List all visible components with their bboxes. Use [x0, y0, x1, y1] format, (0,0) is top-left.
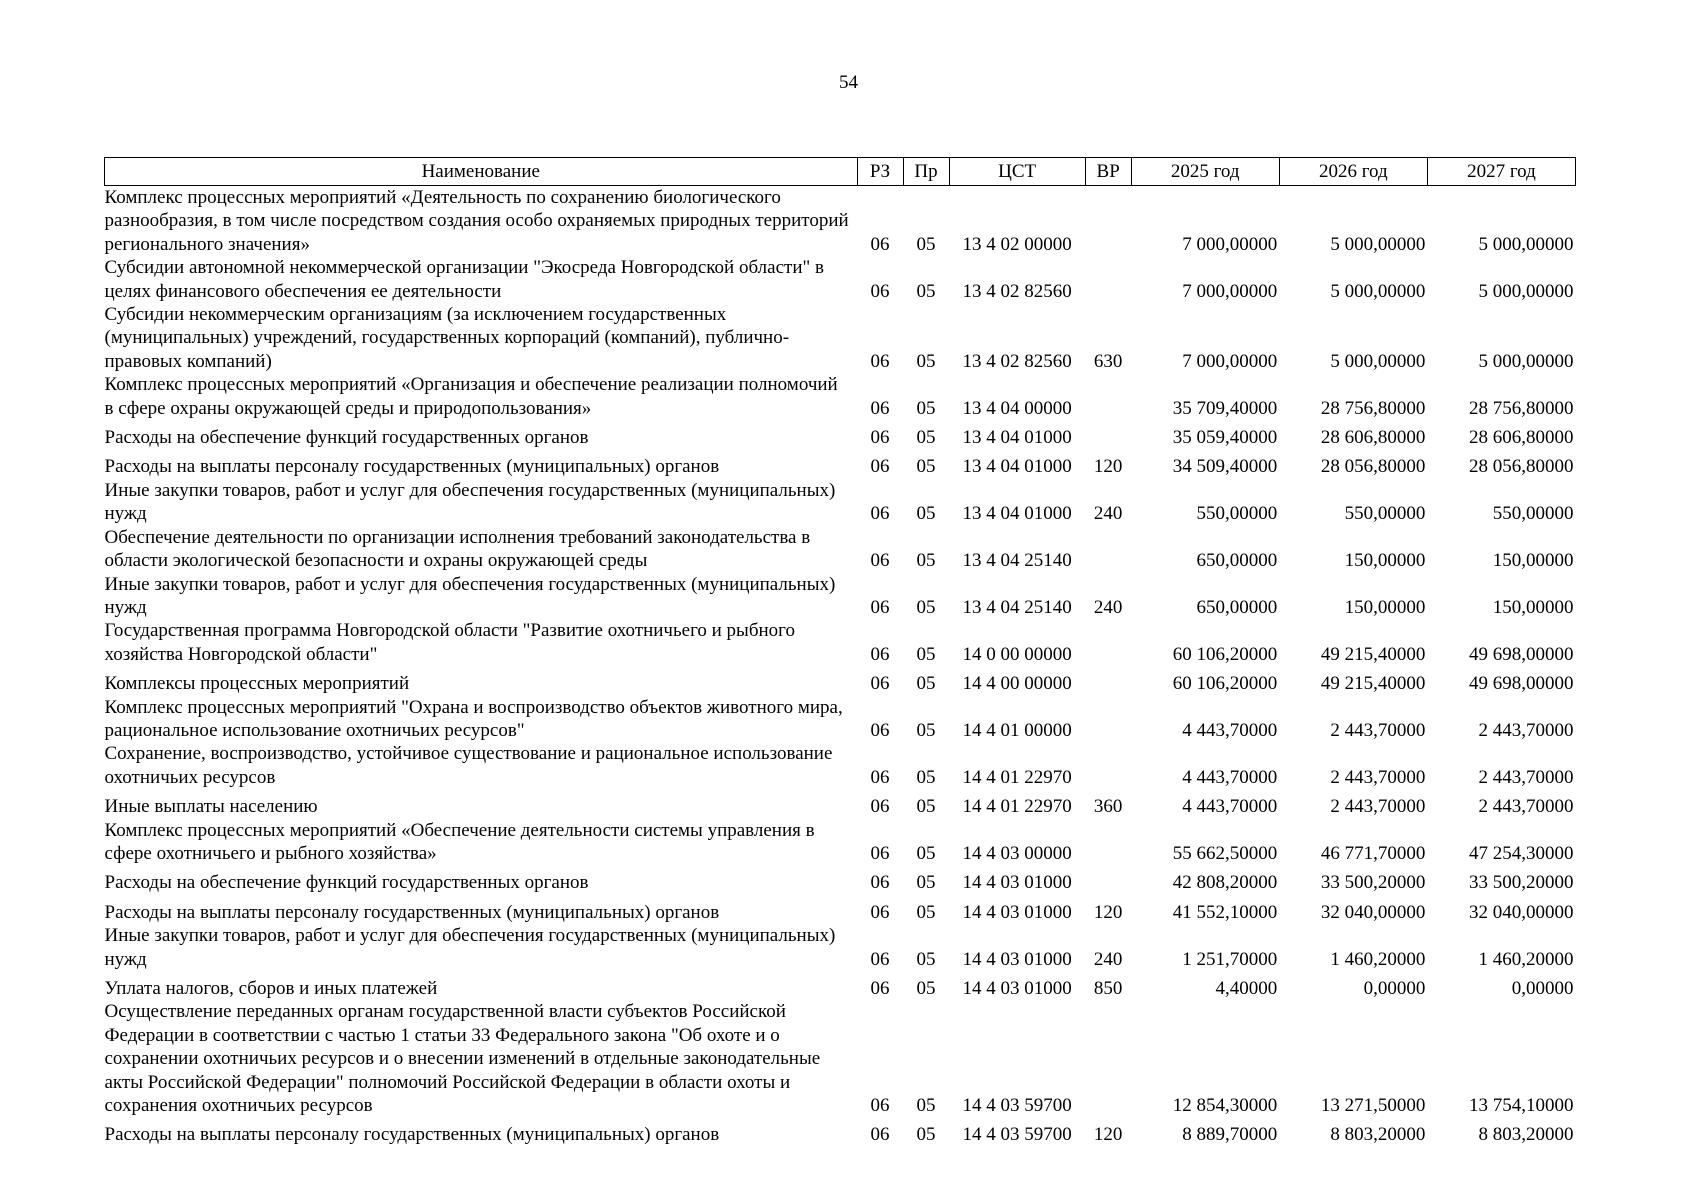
cell-2027: 49 698,00000: [1469, 643, 1574, 665]
cell-pr: 05: [916, 719, 936, 741]
cell-2027: 150,00000: [1492, 596, 1574, 618]
budget-table: [104, 157, 1576, 1147]
cell-2026: 2 443,70000: [1330, 766, 1426, 788]
cell-rz: 06: [870, 948, 890, 970]
cell-cst: 14 4 03 59700: [962, 1095, 1072, 1117]
header-cst: ЦСТ: [949, 158, 1085, 186]
cell-rz: 06: [870, 872, 890, 894]
cell-pr: 05: [916, 1124, 936, 1146]
cell-2027: 5 000,00000: [1478, 350, 1574, 372]
cell-2027: 28 056,80000: [1469, 456, 1574, 478]
cell-2025: 55 662,50000: [1172, 842, 1278, 864]
cell-2026: 550,00000: [1344, 503, 1426, 525]
cell-2027: 8 803,20000: [1478, 1124, 1574, 1146]
cell-pr: 05: [916, 766, 936, 788]
table-row: [105, 819, 1576, 866]
table-row: [105, 526, 1576, 573]
cell-vr: [1085, 256, 1131, 303]
page-number: 54: [839, 72, 858, 93]
cell-cst: 13 4 04 01000: [962, 456, 1072, 478]
cell-2026: 49 215,40000: [1320, 673, 1426, 695]
table-row: [105, 895, 1576, 924]
cell-2026: 5 000,00000: [1330, 233, 1426, 255]
cell-cst: 14 4 01 00000: [962, 719, 1072, 741]
cell-pr: 05: [916, 1095, 936, 1117]
cell-rz: 06: [870, 719, 890, 741]
header-pr: Пр: [903, 158, 949, 186]
cell-2025: 12 854,30000: [1172, 1095, 1278, 1117]
cell-vr: [1085, 742, 1131, 789]
cell-name: Субсидии автономной некоммерческой организации "Экосреда Новгородской области" в целях финансового обеспечения ее деятельности: [104, 257, 824, 302]
cell-vr: [1085, 619, 1131, 666]
cell-name: Комплекс процессных мероприятий "Охрана и воспроизводство объектов животного мира, рациональное использование охотничьих ресурсов": [104, 696, 843, 741]
cell-cst: 14 4 03 00000: [962, 842, 1072, 864]
cell-name: Комплекс процессных мероприятий «Организация и обеспечение реализации полномочий в сфере охраны окружающей среды и природопользования»: [104, 374, 838, 419]
cell-name: Осуществление переданных органам государственной власти субъектов Российской Федерации в соответствии с частью 1 статьи 33 Федерального закона "Об охоте и о сохранении охотничьих ресурсов и о внесении изменений в отдельные законодательные акты Российской Федерации" полномочий Российской Федерации в области охоты и сохранения охотничьих ресурсов: [104, 1001, 821, 1117]
cell-2027: 2 443,70000: [1478, 766, 1574, 788]
cell-rz: 06: [870, 280, 890, 302]
header-vr: ВР: [1085, 158, 1131, 186]
table-row: [105, 789, 1576, 818]
cell-2026: 33 500,20000: [1320, 872, 1426, 894]
cell-cst: 14 4 01 22970: [962, 766, 1072, 788]
cell-2026: 13 271,50000: [1320, 1095, 1426, 1117]
cell-2027: 47 254,30000: [1469, 842, 1574, 864]
header-2027: 2027 год: [1427, 158, 1575, 186]
cell-cst: 14 4 03 01000: [962, 978, 1072, 999]
cell-2025: 7 000,00000: [1182, 350, 1278, 372]
cell-vr: [1085, 696, 1131, 743]
cell-2026: 32 040,00000: [1320, 901, 1426, 923]
cell-2026: 8 803,20000: [1330, 1124, 1426, 1146]
cell-pr: 05: [916, 948, 936, 970]
cell-2027: 5 000,00000: [1478, 233, 1574, 255]
cell-2026: 0,00000: [1363, 978, 1426, 999]
table-row: [105, 742, 1576, 789]
cell-name: Комплекс процессных мероприятий «Деятельность по сохранению биологического разнообразия, в том числе посредством создания особо охраняемых природных территорий регионального значения»: [104, 187, 849, 255]
cell-rz: 06: [870, 1124, 890, 1146]
cell-name: Субсидии некоммерческим организациям (за исключением государственных (муниципальных) учреждений, государственных корпораций (компаний), публично-правовых компаний): [104, 304, 790, 372]
cell-pr: 05: [916, 796, 936, 818]
cell-pr: 05: [916, 397, 936, 419]
cell-vr: [1085, 420, 1131, 449]
cell-pr: 05: [916, 872, 936, 894]
cell-name: Государственная программа Новгородской области "Развитие охотничьего и рыбного хозяйства Новгородской области": [104, 620, 795, 665]
cell-2026: 46 771,70000: [1320, 842, 1426, 864]
cell-cst: 14 4 03 01000: [962, 872, 1072, 894]
cell-2027: 0,00000: [1511, 978, 1574, 999]
cell-2025: 41 552,10000: [1172, 901, 1278, 923]
cell-rz: 06: [870, 456, 890, 478]
cell-2025: 60 106,20000: [1172, 673, 1278, 695]
cell-pr: 05: [916, 842, 936, 864]
cell-2027: 2 443,70000: [1478, 796, 1574, 818]
cell-rz: 06: [870, 796, 890, 818]
cell-2027: 13 754,10000: [1469, 1095, 1574, 1117]
cell-pr: 05: [916, 901, 936, 923]
cell-cst: 14 0 00 00000: [962, 643, 1072, 665]
cell-2027: 1 460,20000: [1478, 948, 1574, 970]
table-row: [105, 573, 1576, 620]
budget-table-container: [104, 157, 1576, 1147]
table-row: [105, 479, 1576, 526]
table-body: [105, 186, 1576, 1147]
cell-rz: 06: [870, 233, 890, 255]
table-row: [105, 1117, 1576, 1146]
cell-2025: 35 709,40000: [1172, 397, 1278, 419]
cell-cst: 14 4 03 01000: [962, 901, 1072, 923]
cell-pr: 05: [916, 456, 936, 478]
cell-cst: 14 4 03 01000: [962, 948, 1072, 970]
cell-cst: 14 4 01 22970: [962, 796, 1072, 818]
cell-2026: 150,00000: [1344, 550, 1426, 572]
cell-vr: [1085, 186, 1131, 257]
table-row: [105, 666, 1576, 695]
cell-rz: 06: [870, 643, 890, 665]
cell-2027: 5 000,00000: [1478, 280, 1574, 302]
cell-pr: 05: [916, 673, 936, 695]
table-row: [105, 1000, 1576, 1117]
cell-cst: 13 4 04 25140: [962, 550, 1072, 572]
cell-2025: 1 251,70000: [1182, 948, 1278, 970]
header-2026: 2026 год: [1279, 158, 1427, 186]
cell-2026: 28 756,80000: [1320, 397, 1426, 419]
cell-name: Расходы на выплаты персоналу государственных (муниципальных) органов: [104, 901, 720, 923]
cell-cst: 13 4 02 00000: [962, 233, 1072, 255]
cell-pr: 05: [916, 233, 936, 255]
cell-2027: 28 756,80000: [1469, 397, 1574, 419]
cell-vr: 240: [1093, 948, 1123, 970]
cell-rz: 06: [870, 427, 890, 449]
cell-vr: 240: [1093, 503, 1123, 525]
cell-name: Иные закупки товаров, работ и услуг для обеспечения государственных (муниципальных) нужд: [104, 573, 836, 618]
cell-vr: [1085, 526, 1131, 573]
table-row: [105, 420, 1576, 449]
cell-2025: 7 000,00000: [1182, 233, 1278, 255]
cell-2027: 32 040,00000: [1469, 901, 1574, 923]
cell-name: Расходы на обеспечение функций государственных органов: [104, 427, 589, 449]
cell-2025: 650,00000: [1196, 596, 1278, 618]
cell-cst: 13 4 04 00000: [962, 397, 1072, 419]
cell-rz: 06: [870, 503, 890, 525]
cell-cst: 13 4 04 25140: [962, 596, 1072, 618]
cell-2026: 1 460,20000: [1330, 948, 1426, 970]
cell-vr: 850: [1093, 978, 1123, 999]
cell-2027: 150,00000: [1492, 550, 1574, 572]
cell-2025: 550,00000: [1196, 503, 1278, 525]
cell-cst: 13 4 04 01000: [962, 503, 1072, 525]
cell-pr: 05: [916, 503, 936, 525]
cell-name: Обеспечение деятельности по организации исполнения требований законодательства в области экологической безопасности и охраны окружающей среды: [104, 526, 811, 572]
header-rz: РЗ: [857, 158, 903, 186]
header-name: Наименование: [105, 158, 858, 186]
cell-pr: 05: [916, 643, 936, 665]
cell-2025: 4 443,70000: [1182, 766, 1278, 788]
cell-cst: 13 4 02 82560: [962, 350, 1072, 372]
cell-2025: 7 000,00000: [1182, 280, 1278, 302]
cell-2025: 4,40000: [1215, 978, 1278, 999]
cell-2025: 4 443,70000: [1182, 796, 1278, 818]
cell-vr: [1085, 819, 1131, 866]
cell-rz: 06: [870, 901, 890, 923]
cell-name: Расходы на обеспечение функций государственных органов: [104, 872, 589, 894]
cell-rz: 06: [870, 766, 890, 788]
cell-2025: 42 808,20000: [1172, 872, 1278, 894]
table-row: [105, 256, 1576, 303]
table-row: [105, 303, 1576, 373]
cell-name: Расходы на выплаты персоналу государственных (муниципальных) органов: [104, 456, 720, 478]
cell-2027: 28 606,80000: [1469, 427, 1574, 449]
cell-vr: 240: [1093, 596, 1123, 618]
cell-rz: 06: [870, 596, 890, 618]
cell-2026: 150,00000: [1344, 596, 1426, 618]
cell-2025: 60 106,20000: [1172, 643, 1278, 665]
table-row: [105, 971, 1576, 1000]
cell-rz: 06: [870, 1095, 890, 1117]
cell-2026: 5 000,00000: [1330, 350, 1426, 372]
cell-name: Комплексы процессных мероприятий: [104, 673, 410, 695]
cell-2026: 49 215,40000: [1320, 643, 1426, 665]
table-row: [105, 924, 1576, 971]
cell-vr: 120: [1093, 901, 1123, 923]
cell-vr: 120: [1093, 456, 1123, 478]
table-row: [105, 619, 1576, 666]
cell-vr: 630: [1093, 350, 1123, 372]
table-row: [105, 696, 1576, 743]
cell-pr: 05: [916, 280, 936, 302]
cell-2026: 28 056,80000: [1320, 456, 1426, 478]
cell-pr: 05: [916, 596, 936, 618]
header-2025: 2025 год: [1131, 158, 1279, 186]
table-row: [105, 373, 1576, 420]
cell-2026: 28 606,80000: [1320, 427, 1426, 449]
cell-name: Иные выплаты населению: [104, 796, 318, 818]
cell-name: Уплата налогов, сборов и иных платежей: [104, 978, 438, 999]
cell-rz: 06: [870, 673, 890, 695]
cell-rz: 06: [870, 842, 890, 864]
table-row: [105, 186, 1576, 257]
cell-vr: [1085, 373, 1131, 420]
cell-name: Сохранение, воспроизводство, устойчивое существование и рациональное использование охотничьих ресурсов: [104, 743, 833, 788]
cell-name: Расходы на выплаты персоналу государственных (муниципальных) органов: [104, 1124, 720, 1146]
header-row: [105, 158, 1576, 186]
cell-rz: 06: [870, 350, 890, 372]
cell-rz: 06: [870, 978, 890, 999]
cell-2027: 2 443,70000: [1478, 719, 1574, 741]
table-row: [105, 449, 1576, 478]
table-header: [105, 158, 1576, 186]
cell-pr: 05: [916, 978, 936, 999]
cell-name: Иные закупки товаров, работ и услуг для обеспечения государственных (муниципальных) нужд: [104, 479, 836, 525]
cell-2025: 34 509,40000: [1172, 456, 1278, 478]
cell-pr: 05: [916, 550, 936, 572]
cell-vr: [1085, 666, 1131, 695]
cell-2026: 5 000,00000: [1330, 280, 1426, 302]
cell-cst: 14 4 00 00000: [962, 673, 1072, 695]
cell-name: Комплекс процессных мероприятий «Обеспечение деятельности системы управления в сфере охотничьего и рыбного хозяйства»: [104, 819, 815, 864]
cell-cst: 14 4 03 59700: [962, 1124, 1072, 1146]
cell-vr: [1085, 1000, 1131, 1117]
cell-cst: 13 4 04 01000: [962, 427, 1072, 449]
cell-cst: 13 4 02 82560: [962, 280, 1072, 302]
cell-pr: 05: [916, 350, 936, 372]
cell-pr: 05: [916, 427, 936, 449]
cell-2025: 8 889,70000: [1182, 1124, 1278, 1146]
cell-vr: 360: [1093, 796, 1123, 818]
cell-vr: [1085, 865, 1131, 894]
cell-2025: 4 443,70000: [1182, 719, 1278, 741]
cell-vr: 120: [1093, 1124, 1123, 1146]
table-row: [105, 865, 1576, 894]
cell-2025: 35 059,40000: [1172, 427, 1278, 449]
cell-2027: 33 500,20000: [1469, 872, 1574, 894]
cell-name: Иные закупки товаров, работ и услуг для обеспечения государственных (муниципальных) нужд: [104, 925, 836, 970]
cell-2026: 2 443,70000: [1330, 796, 1426, 818]
cell-rz: 06: [870, 397, 890, 419]
cell-rz: 06: [870, 550, 890, 572]
cell-2027: 49 698,00000: [1469, 673, 1574, 695]
cell-2025: 650,00000: [1196, 550, 1278, 572]
cell-2026: 2 443,70000: [1330, 719, 1426, 741]
cell-2027: 550,00000: [1492, 503, 1574, 525]
